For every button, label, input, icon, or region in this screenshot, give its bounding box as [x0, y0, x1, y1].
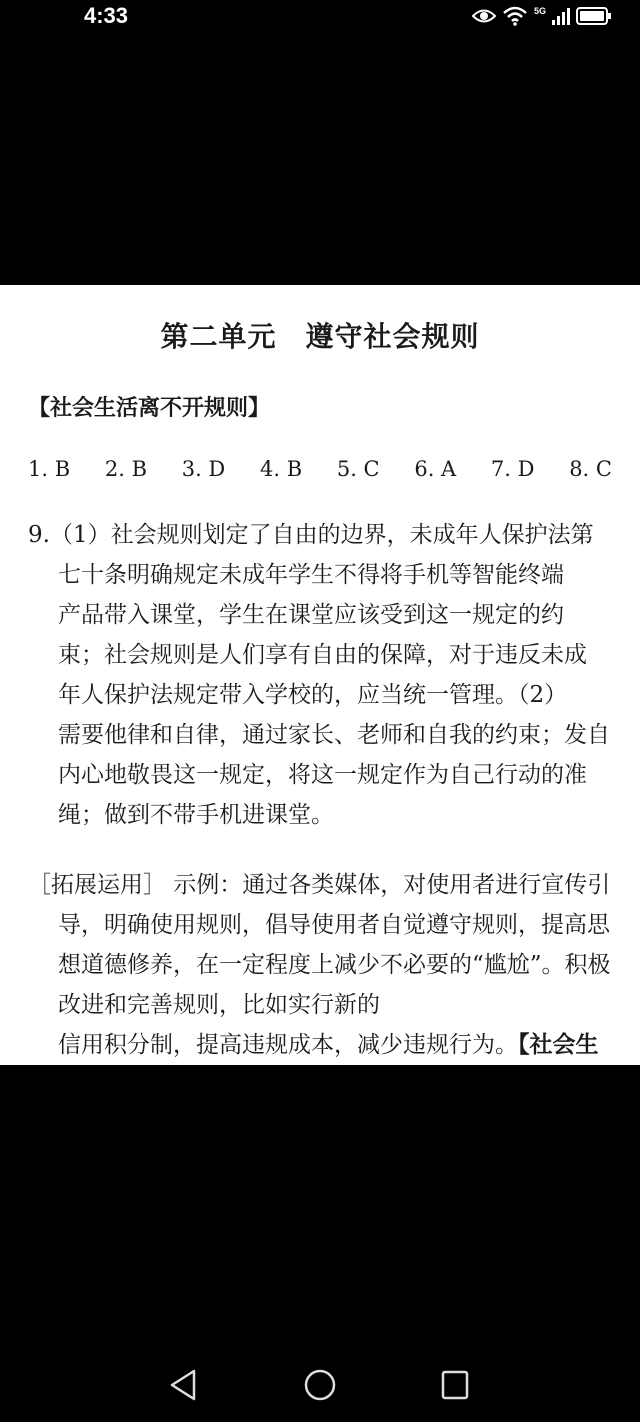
- text-line: 需要他律和自律，通过家长、老师和自我的约束；发自: [58, 722, 610, 748]
- cut-off-line: [58, 1025, 599, 1065]
- eye-icon: [472, 7, 496, 25]
- signal-icon: [552, 7, 570, 25]
- text-line: 绳；做到不带手机进课堂。: [58, 802, 334, 828]
- cut-off-heading: 【社会生: [518, 1031, 599, 1058]
- text-line: 改进和完善规则，比如实行新的: [58, 992, 380, 1018]
- navigation-bar: [0, 1350, 640, 1422]
- answer-item: 6. A: [414, 457, 457, 481]
- status-bar: [0, 0, 640, 34]
- home-icon[interactable]: [303, 1368, 337, 1402]
- answer-list: [28, 457, 612, 481]
- battery-icon: [576, 6, 612, 26]
- text-line: 产品带入课堂，学生在课堂应该受到这一规定的约: [58, 602, 564, 628]
- question-9-paragraph: [28, 515, 610, 835]
- answer-item: 2. B: [104, 457, 148, 481]
- status-icons: [472, 4, 612, 28]
- cut-off-text: 信用积分制，提高违规成本，减少违规行为。: [58, 1032, 518, 1058]
- status-time: 4:33: [84, 3, 129, 28]
- text-line: 9.（1）社会规则划定了自由的边界，未成年人保护法第: [28, 522, 594, 548]
- answer-item: 3. D: [181, 457, 226, 481]
- text-line: 七十条明确规定未成年学生不得将手机等智能终端: [58, 562, 564, 588]
- answer-item: 5. C: [336, 457, 380, 481]
- document-page: [0, 285, 640, 1065]
- text-line: 年人保护法规定带入学校的，应当统一管理。（2）: [58, 682, 568, 708]
- back-icon[interactable]: [168, 1368, 198, 1402]
- unit-title: 第二单元 遵守社会规则: [160, 320, 480, 353]
- text-line: 内心地敬畏这一规定，将这一规定作为自己行动的准: [58, 762, 587, 788]
- answer-item: 1. B: [28, 457, 71, 481]
- answer-item: 8. C: [569, 457, 612, 481]
- wifi-icon: [502, 6, 528, 26]
- section-heading: 【社会生活离不开规则】: [28, 395, 271, 421]
- text-line: 想道德修养，在一定程度上减少不必要的“尴尬”。积极: [58, 952, 611, 978]
- text-line: 导，明确使用规则，倡导使用者自觉遵守规则，提高思: [58, 912, 610, 938]
- recents-icon[interactable]: [440, 1368, 470, 1402]
- network-type-label: 5G: [533, 6, 546, 16]
- answer-item: 7. D: [490, 457, 535, 481]
- extension-paragraph: [28, 865, 610, 1025]
- text-line: ［拓展运用］ 示例：通过各类媒体，对使用者进行宣传引: [28, 872, 611, 898]
- answer-item: 4. B: [259, 457, 303, 481]
- text-line: 束；社会规则是人们享有自由的保障，对于违反未成: [58, 642, 587, 668]
